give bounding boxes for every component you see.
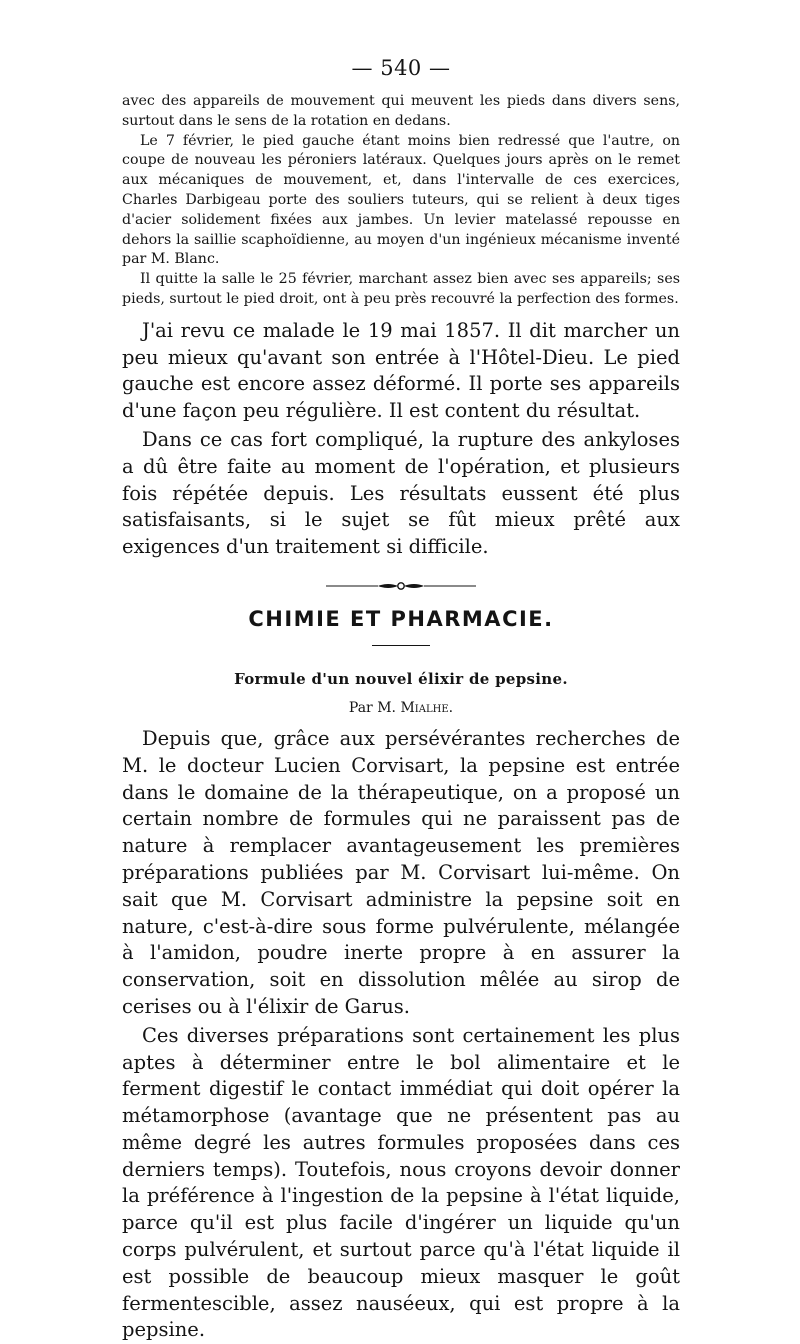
page-number: — 540 —	[351, 56, 451, 80]
article-paragraph: Ces diverses préparations sont certainement les plus aptes à déterminer entre le bol alimentaire et le ferment digestif le contact immédiat qui doit opérer la métamorphose (avantage que ne présentent pas au même degré les autres formules proposées dans ces derniers temps). Toutefois, nous croyons devoir donner la préférence à l'ingestion de la pepsine à l'état liquide, parce qu'il est plus facile d'ingérer un liquide qu'un corps pulvérulent, et surtout parce qu'à l'état liquide il est possible de beaucoup mieux masquer le goût fermentescible, assez nauséeux, qui est propre à la pepsine.	[122, 1023, 680, 1342]
section-divider-ornament	[326, 581, 476, 591]
article-paragraph: Depuis que, grâce aux persévérantes recherches de M. le docteur Lucien Corvisart, la pepsine est entrée dans le domaine de la thérapeutique, on a proposé un certain nombre de formules qui ne paraissent pas de nature à remplacer avantageusement les premières préparations publiées par M. Corvisart lui-même. On sait que M. Corvisart administre la pepsine soit en nature, c'est-à-dire sous forme pulvérulente, mélangée à l'amidon, poudre inerte propre à en assurer la conservation, soit en dissolution mêlée au sirop de cerises ou à l'élixir de Garus.	[122, 726, 680, 1018]
follow-up-paragraph: Dans ce cas fort compliqué, la rupture des ankyloses a dû être faite au moment de l'opération, et plusieurs fois répétée depuis. Les résultats eussent été plus satisfaisants, si le sujet se fût mieux prêté aux exigences d'un traitement si difficile.	[122, 427, 680, 559]
byline	[122, 700, 680, 716]
case-note-paragraph: avec des appareils de mouvement qui meuvent les pieds dans divers sens, surtout dans le sens de la rotation en dedans.	[122, 93, 680, 129]
case-note-paragraph: Il quitte la salle le 25 février, marchant assez bien avec ses appareils; ses pieds, surtout le pied droit, ont à peu près recouvré la perfection des formes.	[122, 271, 680, 307]
title-rule	[372, 645, 430, 646]
book-page	[122, 56, 680, 1344]
article-title: Formule d'un nouvel élixir de pepsine.	[234, 669, 568, 688]
case-note-paragraph: Le 7 février, le pied gauche étant moins bien redressé que l'autre, on coupe de nouveau les péroniers latéraux. Quelques jours après on le remet aux mécaniques de mouvement, et, dans l'intervalle de ces exercices, Charles Darbigeau porte des souliers tuteurs, qui se relient à deux tiges d'acier solidement fixées aux jambes. Un levier matelassé repousse en dehors la saillie scaphoïdienne, au moyen d'un ingénieux mécanisme inventé par M. Blanc.	[122, 132, 680, 268]
byline-prefix: Par M.	[348, 699, 396, 716]
follow-up-paragraph: J'ai revu ce malade le 19 mai 1857. Il dit marcher un peu mieux qu'avant son entrée à l'Hôtel-Dieu. Le pied gauche est encore assez déformé. Il porte ses appareils d'une façon peu régulière. Il est content du résultat.	[122, 318, 680, 423]
section-title: CHIMIE ET PHARMACIE.	[248, 606, 554, 631]
byline-author: Mialhe.	[400, 699, 454, 716]
